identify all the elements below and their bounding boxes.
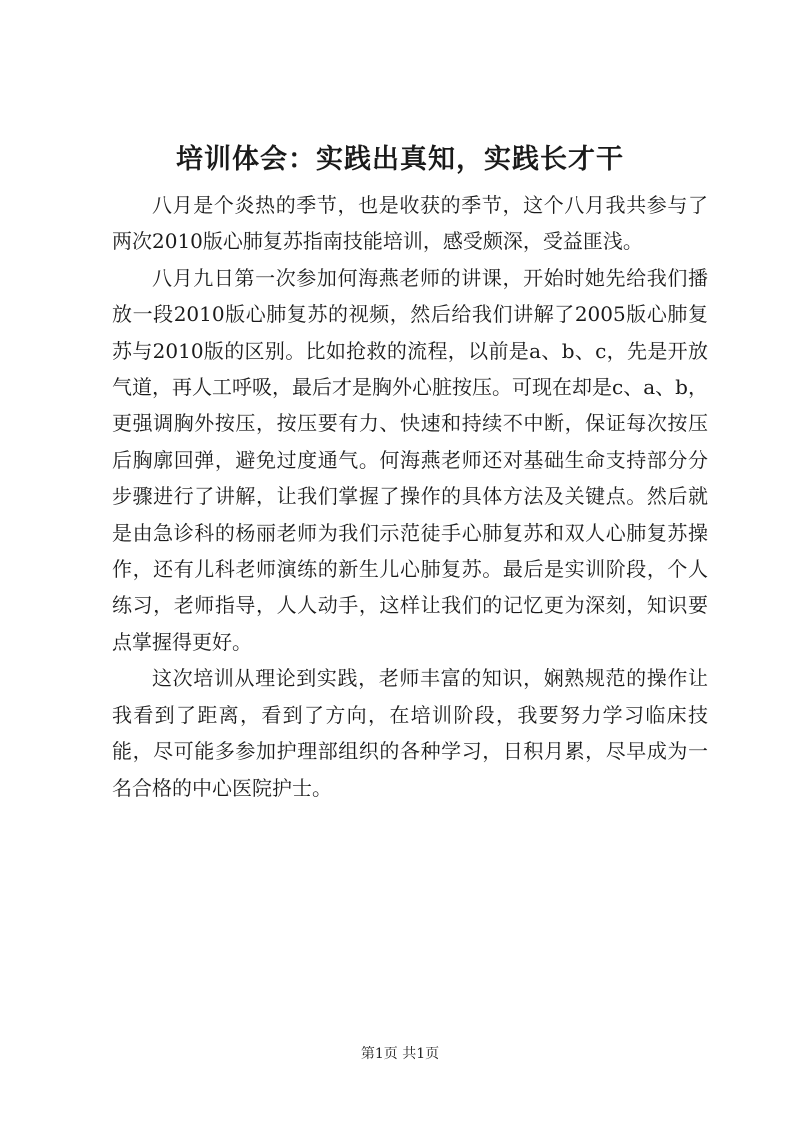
paragraph-3: 这次培训从理论到实践，老师丰富的知识，娴熟规范的操作让我看到了距离，看到了方向，在培训阶段，我要努力学习临床技能，尽可能多参加护理部组织的各种学习，日积月累，尽早成为一名合格的中心医院护士。 bbox=[112, 666, 708, 800]
page-footer: 第1页 共1页 bbox=[360, 1046, 440, 1062]
paragraph-2: 八月九日第一次参加何海燕老师的讲课，开始时她先给我们播放一段2010版心肺复苏的视频，然后给我们讲解了2005版心肺复苏与2010版的区别。比如抢救的流程，以前是a、b、c，先是开放气道，再人工呼吸，最后才是胸外心脏按压。可现在却是c、a、b，更强调胸外按压，按压要有力、快速和持续不中断，保证每次按压后胸廓回弹，避免过度通气。何海燕老师还对基础生命支持部分分步骤进行了讲解，让我们掌握了操作的具体方法及关键点。然后就是由急诊科的杨丽老师为我们示范徒手心肺复苏和双人心肺复苏操作，还有儿科老师演练的新生儿心肺复苏。最后是实训阶段，个人练习，老师指导，人人动手，这样让我们的记忆更为深刻，知识要点掌握得更好。 bbox=[112, 265, 708, 654]
document-body bbox=[112, 187, 708, 806]
document-title: 培训体会：实践出真知，实践长才干 bbox=[176, 144, 624, 175]
paragraph-1: 八月是个炎热的季节，也是收获的季节，这个八月我共参与了两次2010版心肺复苏指南技能培训，感受颇深，受益匪浅。 bbox=[112, 193, 708, 254]
